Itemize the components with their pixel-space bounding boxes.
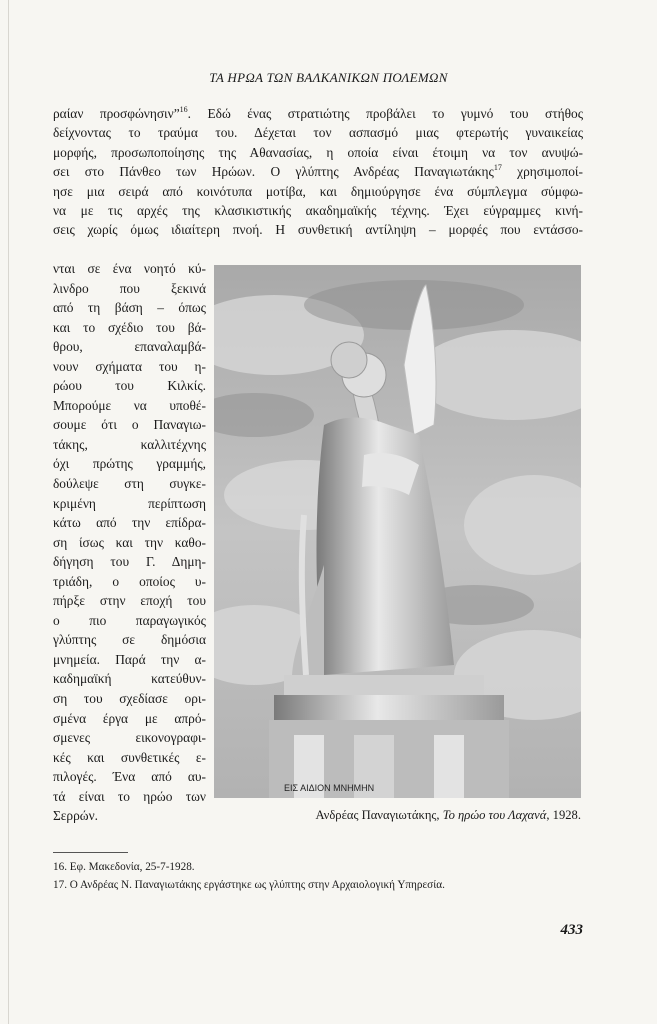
footnotes (53, 858, 593, 894)
text-line: ο πιο παραγωγικός (53, 612, 206, 628)
text-line: ησε μια σειρά από κοινότυπα μοτίβα, και δημιούργησε ένα σύμπλεγμα σύμφω- (53, 183, 583, 199)
text-line: σει στο Πάνθεο των Ηρώων. Ο γλύπτης Ανδρέας Παναγιωτάκης$^{17}$ χρησιμοποί- (53, 163, 583, 180)
footnote-17: 17. Ο Ανδρέας Ν. Παναγιωτάκης εργάστηκε ως γλύπτης στην Αρχαιολογική Υπηρεσία. (53, 879, 445, 891)
text-line: τριάδη, ο οποίος υ- (53, 573, 206, 589)
text-line: λινδρο που ξεκινά (53, 280, 206, 296)
text-line: σουμε ότι ο Παναγιω- (53, 417, 206, 433)
footnote-16: 16. Εφ. Μακεδονία, 25-7-1928. (53, 861, 195, 873)
monument-photo (214, 265, 581, 798)
footnote-rule (53, 852, 128, 853)
text-line: νουν σχήματα του η- (53, 358, 206, 374)
text-line: νται σε ένα νοητό κύ- (53, 261, 206, 276)
body-text-full-width (53, 104, 583, 240)
text-line: σμενες εικονογραφι- (53, 730, 206, 746)
text-line: πήρξε στην εποχή του (53, 593, 206, 609)
text-line: Μπορούμε να υποθέ- (53, 397, 206, 413)
text-line: τά είναι το ηρώο των (53, 788, 206, 804)
text-line: ση ίσως και την καθο- (53, 534, 206, 550)
text-line: δούλεψε στη συγκε- (53, 476, 206, 492)
text-line: σμένα έργα με απρό- (53, 710, 206, 726)
text-line: δείχνοντας το τραύμα του. Δέχεται τον ασπασμό μιας φτερωτής γυναικείας (53, 125, 583, 141)
text-line: μορφής, προσωποποίησης της Αθανασίας, η οποία είναι έτοιμη να τον ανυψώ- (53, 144, 583, 160)
page-edge (8, 0, 9, 1024)
running-head: ΤΑ ΗΡΩΑ ΤΩΝ ΒΑΛΚΑΝΙΚΩΝ ΠΟΛΕΜΩΝ (209, 70, 448, 85)
text-line: πιλογές. Ένα από αυ- (53, 769, 206, 785)
pedestal-inscription: ΕΙΣ ΑΙΔΙΟΝ ΜΝΗΜΗΝ (284, 783, 375, 793)
text-line: ραίαν προσφώνησιν”$^{16}$. Εδώ ένας στρατιώτης προβάλει το γυμνό του στήθος (53, 105, 583, 121)
text-line: μνημεία. Παρά την α- (53, 651, 206, 667)
text-line: γλύπτης σε δημόσια (53, 632, 206, 648)
text-line: κές και συνθετικές ε- (53, 749, 206, 765)
text-line: καδημαϊκή κατεύθυν- (53, 671, 206, 687)
text-line: να με τις αρχές της κλασικιστικής ακαδημαϊκής τέχνης. Έχει εύγραμμες κινή- (53, 202, 583, 218)
text-line: ρώου του Κιλκίς. (53, 378, 206, 394)
text-line: δήγηση του Γ. Δημη- (53, 554, 206, 570)
text-line: ση του σχεδίασε ορι- (53, 691, 206, 707)
text-line: θρου, επαναλαμβά- (53, 339, 206, 355)
page-number: 433 (560, 922, 583, 938)
text-line: Σερρών. (53, 808, 98, 824)
text-line: κριμένη περίπτωση (53, 495, 206, 511)
text-line: σεις χωρίς όμως ιδιαίτερη πνοή. Η συνθετική αντίληψη – μορφές που εντάσσο- (53, 222, 583, 238)
photo-caption: Ανδρέας Παναγιωτάκης, Το ηρώο του Λαχανά, 1928. (315, 808, 581, 822)
text-line: και το σχέδιο του βά- (53, 319, 206, 335)
text-line: κάτω από την επίδρα- (53, 515, 206, 531)
text-line: όχι πρώτης γραμμής, (53, 456, 206, 472)
text-line: από τη βάση – όπως (53, 300, 206, 316)
text-line: τάκης, καλλιτέχνης (53, 436, 206, 452)
body-text-wrapped-column (53, 259, 206, 826)
